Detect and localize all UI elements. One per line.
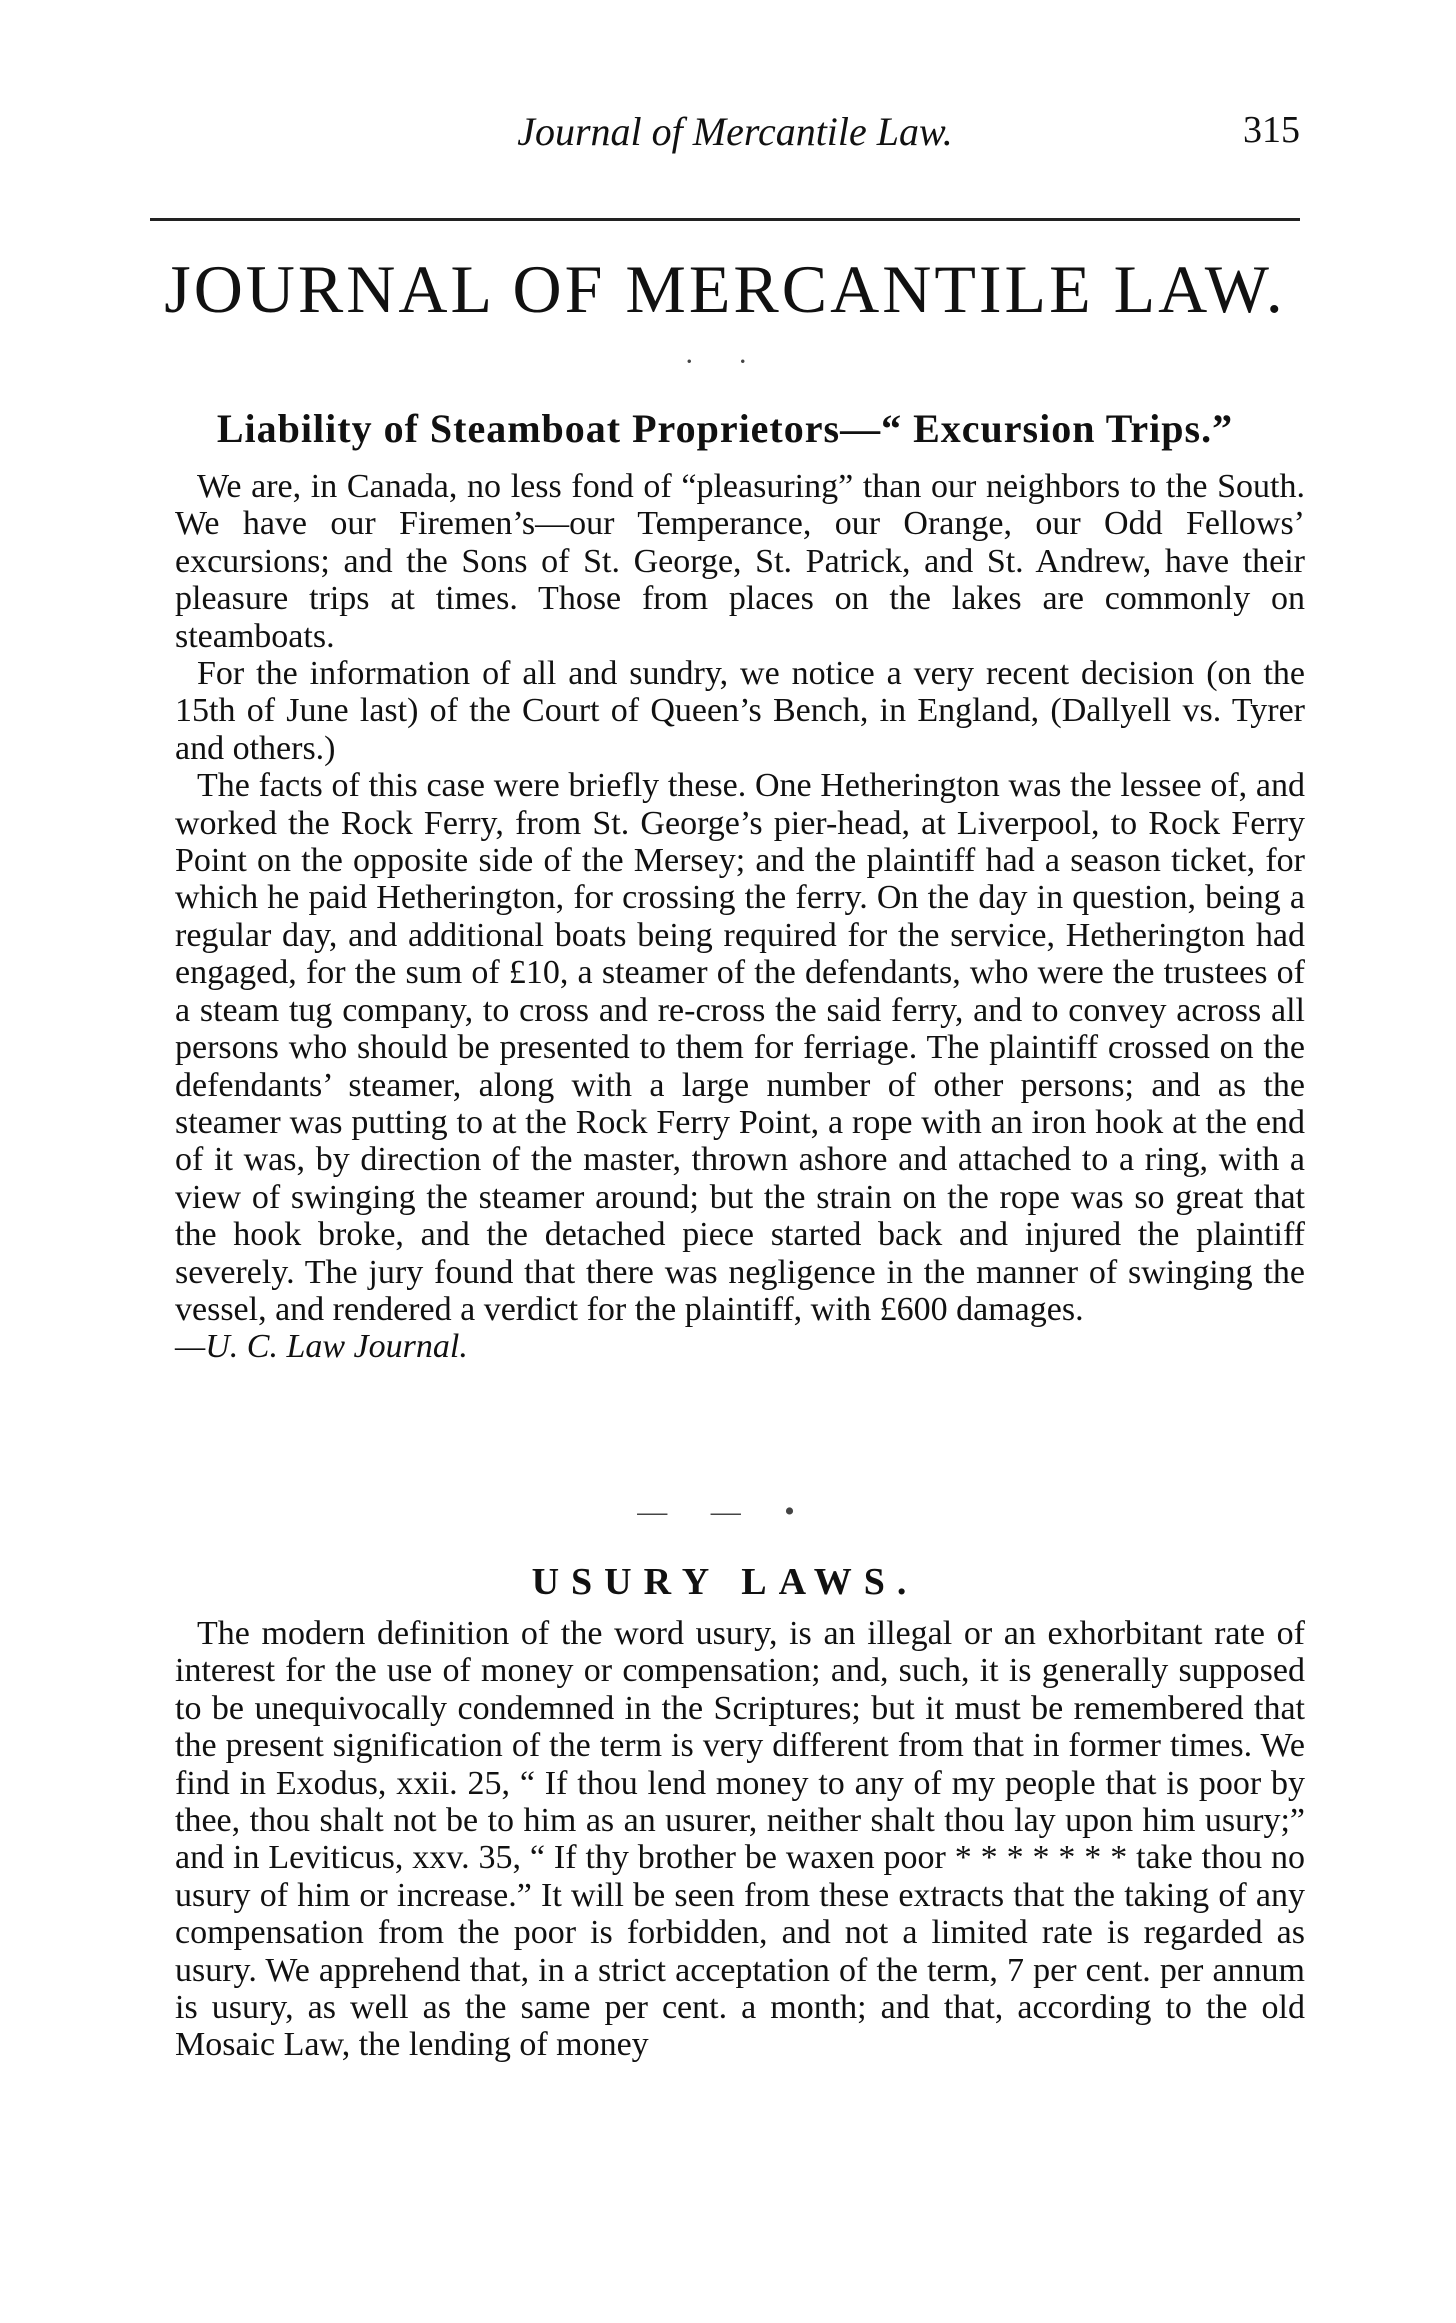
article1-source: —U. C. Law Journal.	[175, 1328, 468, 1366]
article1-paragraph: The facts of this case were briefly these. One Hetherington was the lessee of, and worked the Rock Ferry, from St. George’s pier-head, at Liverpool, to Rock Ferry Point on the opposite side of the Mersey; and the plaintiff had a season ticket, for which he paid Hetherington, for crossing the ferry. On the day in question, being a regular day, and additional boats being required for the service, Hetherington had engaged, for the sum of £10, a steamer of the defendants, who were the trustees of a steam tug company, to cross and re-cross the said ferry, and to convey across all persons who should be presented to them for ferriage. The plaintiff crossed on the defendants’ steamer, along with a large number of other persons; and as the steamer was putting to at the Rock Ferry Point, a rope with an iron hook at the end of it was, by direction of the master, thrown ashore and attached to a ring, with a view of swinging the steamer around; but the strain on the rope was so great that the hook broke, and the detached piece started back and injured the plaintiff severely. The jury found that there was negligence in the manner of swinging the vessel, and rendered a verdict for the plaintiff, with £600 damages.	[175, 767, 1305, 1328]
page-number: 315	[1243, 109, 1300, 151]
masthead-title: JOURNAL OF MERCANTILE LAW.	[164, 251, 1286, 327]
header-rule	[150, 218, 1300, 221]
article1-title: Liability of Steamboat Proprietors—“ Excursion Trips.”	[216, 406, 1234, 451]
ornament-divider-middle: — — •	[637, 1495, 813, 1528]
ornament-divider-top: · ·	[684, 345, 766, 378]
article1-body	[175, 468, 1305, 1366]
article2-body	[175, 1615, 1305, 2064]
running-title: Journal of Mercantile Law.	[517, 109, 953, 154]
article1-paragraph: For the information of all and sundry, we notice a very recent decision (on the 15th of June last) of the Court of Queen’s Bench, in England, (Dallyell vs. Tyrer and others.)	[175, 655, 1305, 767]
article2-paragraph: The modern definition of the word usury, is an illegal or an exhorbitant rate of interest for the use of money or compensation; and, such, it is generally supposed to be unequivocally condemned in the Scriptures; but it must be remembered that the present signification of the term is very different from that in former times. We find in Exodus, xxii. 25, “ If thou lend money to any of my people that is poor by thee, thou shalt not be to him as an usurer, neither shalt thou lay upon him usury;” and in Leviticus, xxv. 35, “ If thy brother be waxen poor * * * * * * * take thou no usury of him or increase.” It will be seen from these extracts that the taking of any compensation from the poor is forbidden, and not a limited rate is regarded as usury. We apprehend that, in a strict acceptation of the term, 7 per cent. per annum is usury, as well as the same per cent. a month; and that, according to the old Mosaic Law, the lending of money	[175, 1615, 1305, 2064]
article2-title: USURY LAWS.	[531, 1561, 919, 1603]
article1-paragraph: We are, in Canada, no less fond of “pleasuring” than our neighbors to the South. We have our Firemen’s—our Temperance, our Orange, our Odd Fellows’ excursions; and the Sons of St. George, St. Patrick, and St. Andrew, have their pleasure trips at times. Those from places on the lakes are commonly on steamboats.	[175, 468, 1305, 655]
running-head	[170, 108, 1300, 168]
